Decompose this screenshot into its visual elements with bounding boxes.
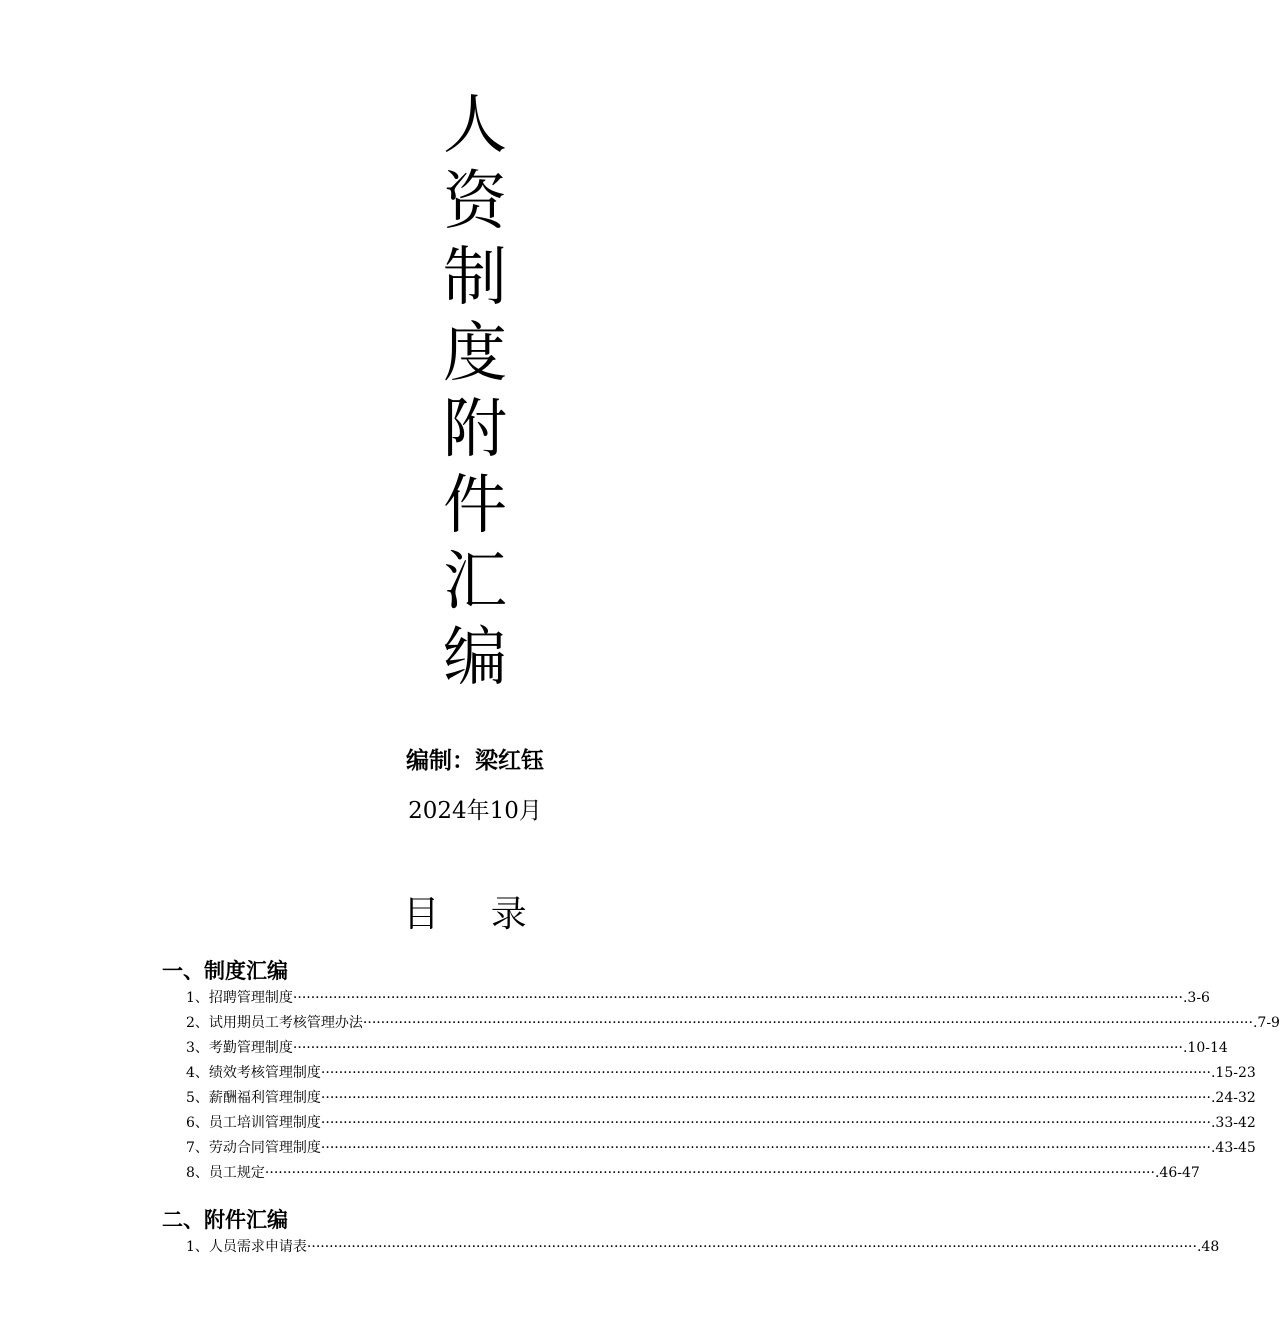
date-line: 2024年10月: [408, 798, 542, 824]
toc-title: 目 录: [403, 894, 547, 935]
title-char: 人: [443, 89, 507, 163]
toc-entry[interactable]: [162, 1111, 1256, 1136]
toc-entry-page: .48: [1196, 1239, 1220, 1255]
author-line: 编制：梁红钰: [406, 747, 544, 774]
document-title: [0, 88, 950, 696]
toc-entry-label: 2、试用期员工考核管理办法: [186, 1015, 363, 1031]
toc-entry[interactable]: [162, 986, 1210, 1011]
toc-entry-page: .33-42: [1210, 1115, 1256, 1131]
toc-entry[interactable]: [162, 1161, 1200, 1186]
toc-entry[interactable]: [162, 1036, 1228, 1061]
section-heading: 一、制度汇编: [162, 958, 288, 983]
toc-leader-dots: ········································································································································································································: [320, 1115, 1211, 1131]
toc-entry[interactable]: [162, 1011, 1280, 1036]
toc-entry-page: .3-6: [1182, 990, 1210, 1006]
toc-leader-dots: ········································································································································································································: [320, 1065, 1211, 1081]
toc-leader-dots: ········································································································································································································: [292, 990, 1183, 1006]
toc-entry-page: .10-14: [1182, 1040, 1228, 1056]
title-char: 制: [443, 241, 507, 315]
title-char: 附: [443, 393, 507, 467]
title-char: 度: [443, 317, 507, 391]
toc-entry-page: .15-23: [1210, 1065, 1256, 1081]
toc-entry-label: 6、员工培训管理制度: [186, 1115, 321, 1131]
toc-entry-label: 3、考勤管理制度: [186, 1040, 293, 1056]
toc-leader-dots: ········································································································································································································: [320, 1090, 1211, 1106]
toc-leader-dots: ········································································································································································································: [292, 1040, 1183, 1056]
section-heading: 二、附件汇编: [162, 1207, 288, 1232]
toc-entry[interactable]: [162, 1136, 1256, 1161]
toc-entry[interactable]: [162, 1086, 1256, 1111]
toc-leader-dots: ········································································································································································································: [362, 1015, 1253, 1031]
title-char: 汇: [443, 545, 507, 619]
title-char: 编: [443, 621, 507, 695]
toc-entry-label: 7、劳动合同管理制度: [186, 1140, 321, 1156]
toc-entry[interactable]: [162, 1061, 1256, 1086]
toc-leader-dots: ········································································································································································································: [320, 1140, 1211, 1156]
toc-leader-dots: ········································································································································································································: [306, 1239, 1197, 1255]
toc-leader-dots: ········································································································································································································: [264, 1165, 1155, 1181]
toc-entry-label: 1、招聘管理制度: [186, 990, 293, 1006]
toc-entry-label: 8、员工规定: [186, 1165, 265, 1181]
toc-section-attachments: [162, 1205, 1220, 1260]
toc-entry-page: .7-9: [1252, 1015, 1280, 1031]
toc-entry-label: 5、薪酬福利管理制度: [186, 1090, 321, 1106]
toc-entry-page: .46-47: [1154, 1165, 1200, 1181]
title-char: 件: [443, 469, 507, 543]
toc-entry[interactable]: [162, 1235, 1220, 1260]
toc-entry-page: .43-45: [1210, 1140, 1256, 1156]
toc-section-regulations: [162, 956, 1280, 1186]
toc-entry-label: 4、绩效考核管理制度: [186, 1065, 321, 1081]
toc-entry-label: 1、人员需求申请表: [186, 1239, 307, 1255]
toc-entry-page: .24-32: [1210, 1090, 1256, 1106]
title-char: 资: [443, 165, 507, 239]
